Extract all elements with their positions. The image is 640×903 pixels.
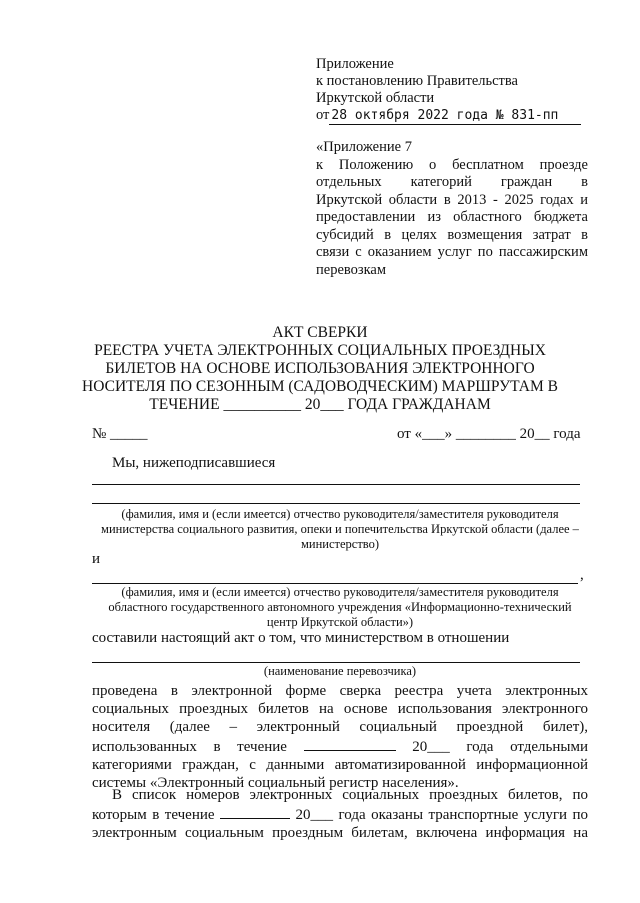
paragraph1-line-2: социальных проездных билетов на основе использования электронного (92, 701, 588, 717)
period-blank-1 (304, 736, 396, 751)
title-line-1: АКТ СВЕРКИ (272, 324, 368, 341)
paragraph1-line-5: категориями граждан, с данными автоматизированной информационной (92, 757, 588, 773)
and-word: и (92, 551, 101, 567)
paragraph1-line4-start: использованных в течение (92, 739, 287, 755)
appendix7-line-6: субсидий в целях возмещения затрат в (316, 226, 588, 243)
paragraph2-line-3: электронным социальным проездным билетам, включена информация на (92, 825, 588, 841)
composed-text: составили настоящий акт о том, что министерством в отношении (92, 630, 510, 646)
act-number-row (92, 426, 592, 443)
paragraph2-line-2 (92, 804, 588, 824)
we-signed-text: Мы, нижеподписавшиеся (112, 455, 276, 471)
paragraph2-line2-end: года оказаны транспортные услуги по (338, 807, 589, 823)
appendix7-line-1: «Приложение 7 (316, 139, 412, 155)
signatory1-note (92, 507, 588, 552)
comma-mark: , (580, 567, 584, 583)
appendix-line-3: Иркутской области (316, 90, 435, 106)
signatory2-note (92, 585, 588, 630)
appendix7-line-5: предоставлении из областного бюджета (316, 209, 588, 225)
paragraph1-line-6: системы «Электронный социальный регистр населения». (92, 775, 459, 791)
act-number-field: № _____ (92, 426, 148, 442)
carrier-note: (наименование перевозчика) (263, 664, 417, 678)
note2-line-2: областного государственного автономного учреждения «Информационно-технический (108, 600, 572, 614)
title-line-2: РЕЕСТРА УЧЕТА ЭЛЕКТРОННЫХ СОЦИАЛЬНЫХ ПРОЕЗДНЫХ (94, 342, 546, 359)
signatory2-blank-line (92, 583, 578, 584)
period-blank-2 (220, 804, 290, 819)
carrier-blank-line (92, 662, 580, 663)
appendix7-header (316, 139, 588, 279)
title-line-3: БИЛЕТОВ НА ОСНОВЕ ИСПОЛЬЗОВАНИЯ ЭЛЕКТРОННОГО (105, 360, 535, 377)
appendix-from-prefix: от (316, 107, 330, 123)
document-title (60, 324, 580, 414)
appendix-line-1: Приложение (316, 56, 394, 72)
appendix-date-line (316, 107, 588, 125)
note1-line-2: министерства социального развития, опеки и попечительства Иркутской области (далее – (101, 522, 579, 536)
paragraph1-year-blank: 20___ (412, 739, 450, 755)
note2-line-3: центр Иркутской области») (266, 615, 414, 629)
signatory1-blank-line-1 (92, 484, 580, 485)
title-line-4: НОСИТЕЛЯ ПО СЕЗОННЫМ (САДОВОДЧЕСКИМ) МАРШРУТАМ В (82, 378, 558, 395)
note1-line-1: (фамилия, имя и (если имеется) отчество руководителя/заместителя руководителя (121, 507, 559, 521)
note2-line-1: (фамилия, имя и (если имеется) отчество руководителя/заместителя руководителя (121, 585, 559, 599)
appendix-line-2: к постановлению Правительства (316, 73, 518, 89)
act-date-field: от «___» ________ 20__ года (397, 426, 581, 442)
appendix7-line-4: Иркутской области в 2013 - 2025 годах и (316, 191, 588, 208)
paragraph1-line4-end: года отдельными (466, 739, 588, 755)
paragraph2-year-blank: 20___ (295, 807, 334, 823)
paragraph1-line-3: носителя (далее – электронный социальный проездной билет), (92, 719, 588, 735)
appendix7-line-3: отдельных категорий граждан в (316, 174, 588, 190)
paragraph2-line2-start: которым в течение (92, 807, 215, 823)
appendix7-line-7: связи с оказанием услуг по пассажирским (316, 244, 588, 260)
paragraph-1 (92, 682, 588, 792)
signatory1-blank-line-2 (92, 503, 580, 504)
appendix-header (316, 56, 588, 125)
paragraph1-line-4 (92, 736, 588, 756)
note1-line-3: министерство) (300, 537, 380, 551)
title-line-5: ТЕЧЕНИЕ __________ 20___ ГОДА ГРАЖДАНАМ (149, 396, 491, 413)
paragraph-2 (92, 786, 588, 842)
appendix-decree-date: 28 октября 2022 года № 831-пп (329, 107, 581, 125)
paragraph2-line-1: В список номеров электронных социальных проездных билетов, по (112, 787, 588, 803)
appendix7-line-2: к Положению о бесплатном проезде (316, 156, 588, 173)
appendix7-line-8: перевозкам (316, 261, 387, 278)
paragraph1-line-1: проведена в электронной форме сверка реестра учета электронных (92, 683, 588, 699)
